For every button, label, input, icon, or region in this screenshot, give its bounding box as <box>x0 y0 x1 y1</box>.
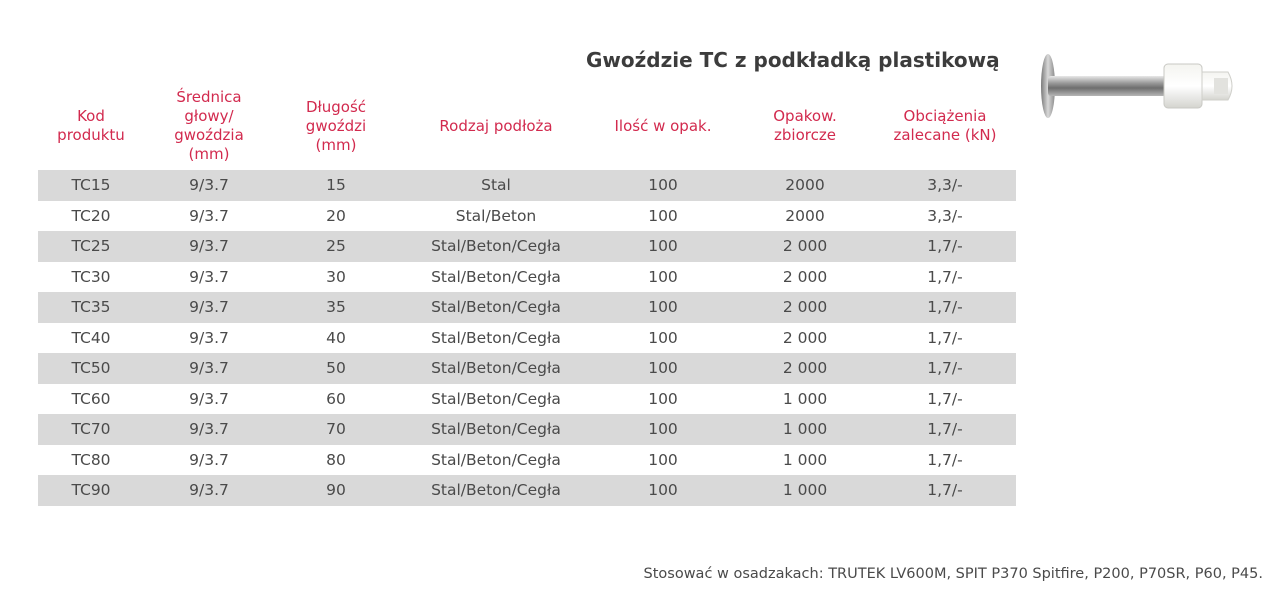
cell-qty: 100 <box>648 481 678 500</box>
table-body <box>38 170 1016 506</box>
cell-qty: 100 <box>648 206 678 225</box>
table-row <box>38 414 1016 445</box>
cell-code: TC40 <box>71 328 111 347</box>
table-row <box>38 445 1016 476</box>
cell-substrate: Stal <box>481 176 511 195</box>
cell-diameter: 9/3.7 <box>189 420 229 439</box>
cell-diameter: 9/3.7 <box>189 328 229 347</box>
table-row <box>38 475 1016 506</box>
cell-qty: 100 <box>648 267 678 286</box>
cell-qty: 100 <box>648 450 678 469</box>
cell-length: 25 <box>326 237 346 256</box>
cell-code: TC30 <box>71 267 111 286</box>
table-row <box>38 292 1016 323</box>
cell-substrate: Stal/Beton/Cegła <box>431 298 561 317</box>
cell-length: 40 <box>326 328 346 347</box>
cell-diameter: 9/3.7 <box>189 237 229 256</box>
header-bulk-pack: Opakow. zbiorcze <box>773 107 837 144</box>
cell-diameter: 9/3.7 <box>189 389 229 408</box>
header-substrate: Rodzaj podłoża <box>439 116 553 135</box>
cell-bulk: 2000 <box>785 206 825 225</box>
table-row <box>38 231 1016 262</box>
cell-diameter: 9/3.7 <box>189 481 229 500</box>
cell-load: 1,7/- <box>927 237 963 256</box>
cell-length: 15 <box>326 176 346 195</box>
cell-bulk: 1 000 <box>782 389 828 408</box>
cell-substrate: Stal/Beton/Cegła <box>431 420 561 439</box>
cell-diameter: 9/3.7 <box>189 206 229 225</box>
cell-bulk: 2000 <box>785 176 825 195</box>
table-row <box>38 353 1016 384</box>
header-recommended-load: Obciążenia zalecane (kN) <box>893 107 997 144</box>
cell-code: TC80 <box>71 450 111 469</box>
cell-diameter: 9/3.7 <box>189 267 229 286</box>
compatible-tools-note: Stosować w osadzakach: TRUTEK LV600M, SPIT P370 Spitfire, P200, P70SR, P60, P45. <box>643 566 1263 582</box>
table-row <box>38 323 1016 354</box>
cell-bulk: 2 000 <box>782 328 828 347</box>
cell-length: 20 <box>326 206 346 225</box>
cell-length: 70 <box>326 420 346 439</box>
cell-diameter: 9/3.7 <box>189 450 229 469</box>
cell-code: TC90 <box>71 481 111 500</box>
cell-bulk: 1 000 <box>782 420 828 439</box>
cell-code: TC60 <box>71 389 111 408</box>
cell-substrate: Stal/Beton/Cegła <box>431 359 561 378</box>
cell-load: 1,7/- <box>927 420 963 439</box>
header-diameter: Średnica głowy/ gwoździa (mm) <box>174 88 244 163</box>
header-product-code: Kod produktu <box>57 107 125 144</box>
cell-diameter: 9/3.7 <box>189 298 229 317</box>
table-header <box>38 82 1016 170</box>
cell-load: 1,7/- <box>927 267 963 286</box>
cell-code: TC20 <box>71 206 111 225</box>
cell-bulk: 1 000 <box>782 481 828 500</box>
cell-substrate: Stal/Beton <box>455 206 537 225</box>
cell-load: 1,7/- <box>927 389 963 408</box>
cell-code: TC35 <box>71 298 111 317</box>
cell-diameter: 9/3.7 <box>189 176 229 195</box>
cell-load: 1,7/- <box>927 298 963 317</box>
cell-substrate: Stal/Beton/Cegła <box>431 267 561 286</box>
cell-bulk: 2 000 <box>782 237 828 256</box>
cell-load: 1,7/- <box>927 328 963 347</box>
cell-bulk: 2 000 <box>782 267 828 286</box>
header-qty-per-pack: Ilość w opak. <box>614 116 712 135</box>
cell-substrate: Stal/Beton/Cegła <box>431 237 561 256</box>
cell-substrate: Stal/Beton/Cegła <box>431 389 561 408</box>
cell-bulk: 2 000 <box>782 298 828 317</box>
cell-qty: 100 <box>648 420 678 439</box>
cell-substrate: Stal/Beton/Cegła <box>431 481 561 500</box>
cell-diameter: 9/3.7 <box>189 359 229 378</box>
page-title: Gwoździe TC z podkładką plastikową <box>586 48 1000 72</box>
cell-qty: 100 <box>648 389 678 408</box>
cell-code: TC15 <box>71 176 111 195</box>
cell-load: 1,7/- <box>927 481 963 500</box>
header-length: Długość gwoździ (mm) <box>305 97 367 154</box>
cell-load: 1,7/- <box>927 359 963 378</box>
cell-code: TC25 <box>71 237 111 256</box>
product-table <box>38 82 1016 500</box>
cell-qty: 100 <box>648 237 678 256</box>
cell-length: 30 <box>326 267 346 286</box>
cell-length: 80 <box>326 450 346 469</box>
cell-code: TC70 <box>71 420 111 439</box>
cell-load: 3,3/- <box>927 206 963 225</box>
cell-substrate: Stal/Beton/Cegła <box>431 450 561 469</box>
cell-bulk: 2 000 <box>782 359 828 378</box>
cell-length: 60 <box>326 389 346 408</box>
table-row <box>38 201 1016 232</box>
cell-code: TC50 <box>71 359 111 378</box>
cell-qty: 100 <box>648 328 678 347</box>
nail-with-plastic-washer-icon <box>1036 50 1241 120</box>
table-row <box>38 170 1016 201</box>
cell-length: 90 <box>326 481 346 500</box>
cell-substrate: Stal/Beton/Cegła <box>431 328 561 347</box>
cell-qty: 100 <box>648 176 678 195</box>
cell-load: 1,7/- <box>927 450 963 469</box>
table-row <box>38 384 1016 415</box>
cell-qty: 100 <box>648 298 678 317</box>
cell-length: 35 <box>326 298 346 317</box>
cell-load: 3,3/- <box>927 176 963 195</box>
cell-bulk: 1 000 <box>782 450 828 469</box>
cell-qty: 100 <box>648 359 678 378</box>
cell-length: 50 <box>326 359 346 378</box>
table-row <box>38 262 1016 293</box>
